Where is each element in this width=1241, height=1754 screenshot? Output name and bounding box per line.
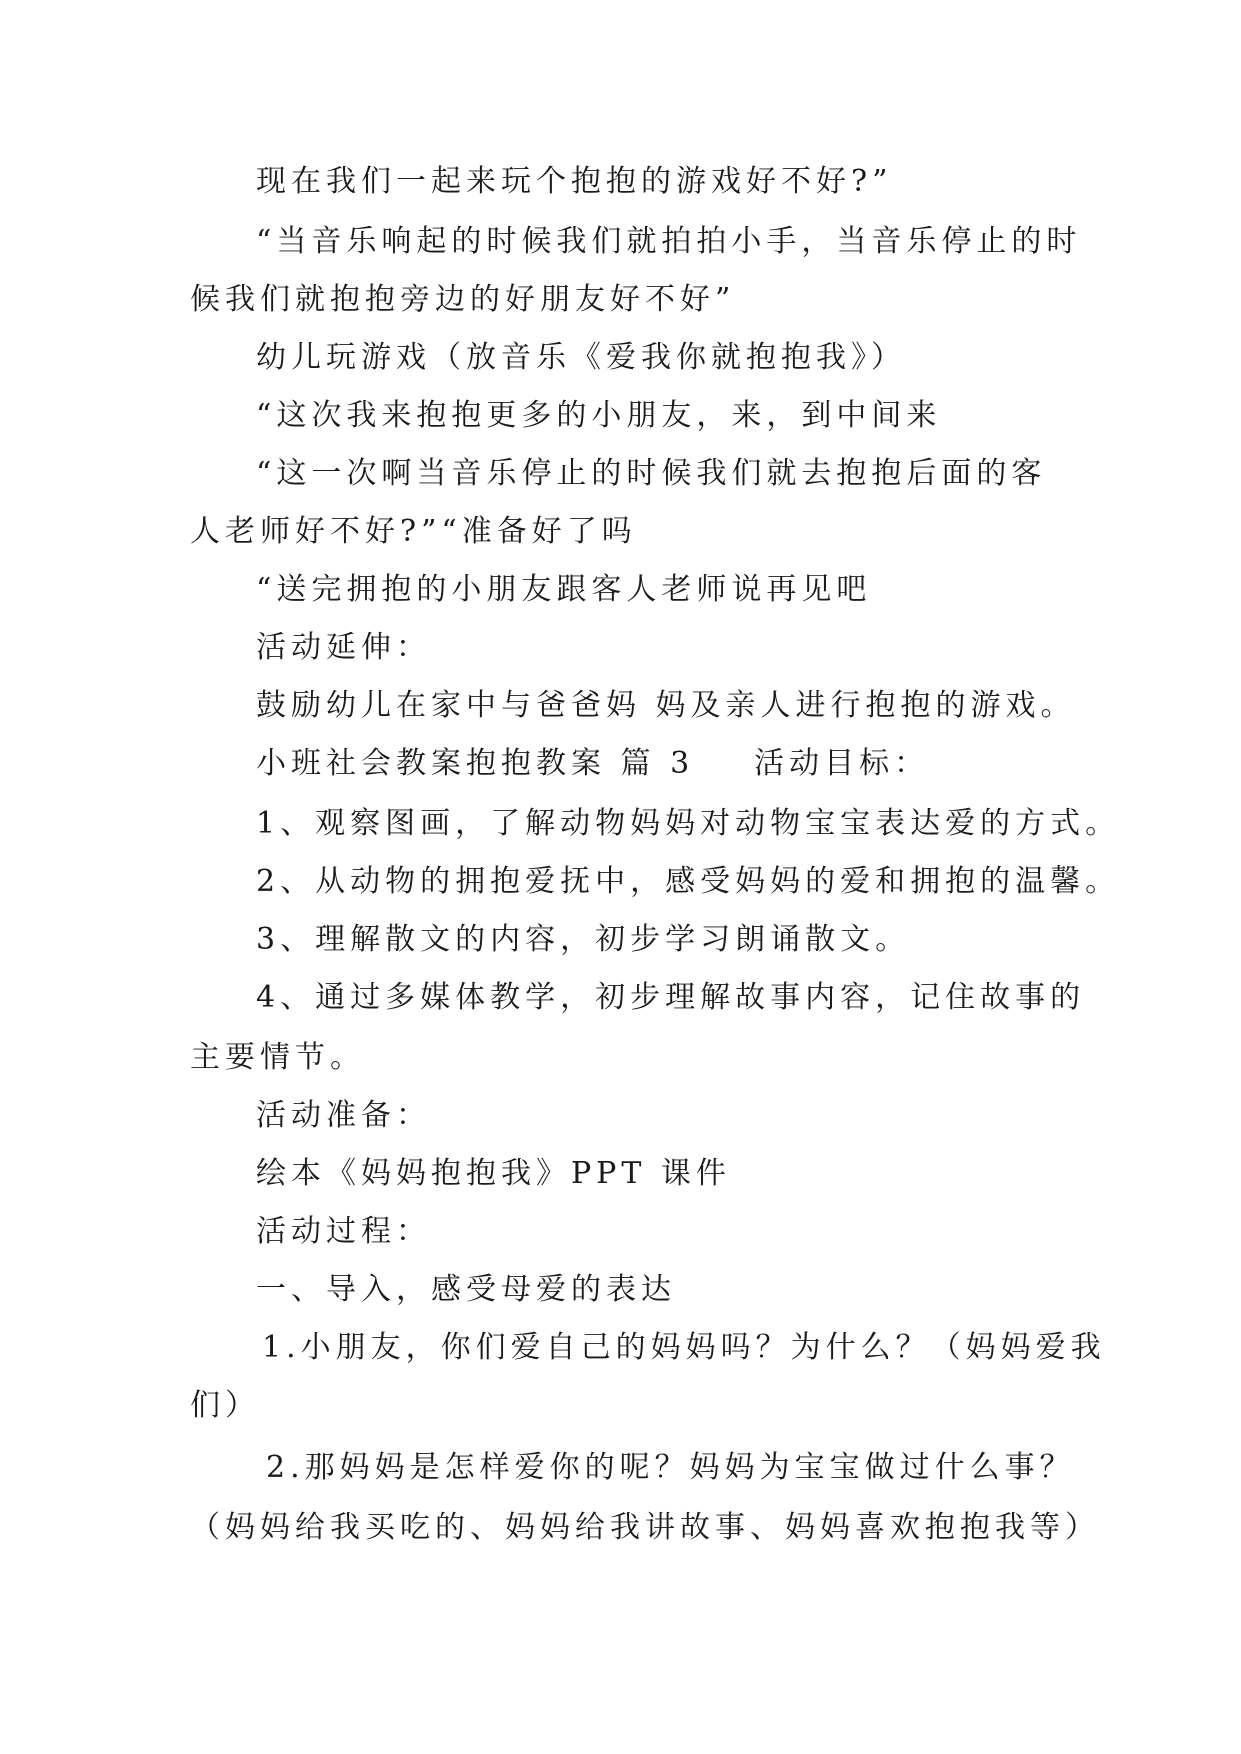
section-heading: 活动目标： bbox=[754, 746, 930, 781]
list-item: 2、从动物的拥抱爱抚中，感受妈妈的爱和拥抱的温馨。 bbox=[256, 864, 1121, 899]
section-heading: 活动延伸： bbox=[256, 630, 431, 665]
paragraph-line: “当音乐响起的时候我们就拍拍小手，当音乐停止的时 bbox=[256, 224, 1082, 259]
paragraph-line: “送完拥抱的小朋友跟客人老师说再见吧 bbox=[256, 572, 872, 607]
paragraph-line: 绘本《妈妈抱抱我》PPT 课件 bbox=[256, 1156, 731, 1191]
paragraph-line: 人老师好不好?”“准备好了吗 bbox=[190, 514, 637, 549]
paragraph-line: 们） bbox=[190, 1388, 260, 1423]
sub-heading: 一、导入，感受母爱的表达 bbox=[256, 1272, 676, 1307]
list-item: 1.小朋友，你们爱自己的妈妈吗？为什么？（妈妈爱我 bbox=[262, 1330, 1106, 1365]
paragraph-line: （妈妈给我买吃的、妈妈给我讲故事、妈妈喜欢抱抱我等） bbox=[190, 1510, 1100, 1545]
paragraph-line: 鼓励幼儿在家中与爸爸妈 妈及亲人进行抱抱的游戏。 bbox=[256, 688, 1076, 723]
paragraph-line: 候我们就抱抱旁边的好朋友好不好” bbox=[190, 282, 736, 317]
list-item: 1、观察图画，了解动物妈妈对动物宝宝表达爱的方式。 bbox=[256, 806, 1121, 841]
paragraph-line: 幼儿玩游戏（放音乐《爱我你就抱抱我》） bbox=[256, 340, 906, 375]
paragraph-line: “这一次啊当音乐停止的时候我们就去抱抱后面的客 bbox=[256, 456, 1047, 491]
paragraph-line: 主要情节。 bbox=[190, 1040, 365, 1075]
paragraph-line: 现在我们一起来玩个抱抱的游戏好不好?” bbox=[256, 164, 893, 199]
section-title-line bbox=[256, 746, 929, 782]
list-item: 4、通过多媒体教学，初步理解故事内容，记住故事的 bbox=[256, 980, 1086, 1015]
list-item: 3、理解散文的内容，初步学习朗诵散文。 bbox=[256, 922, 911, 957]
section-heading: 活动过程： bbox=[256, 1214, 431, 1249]
section-heading: 活动准备： bbox=[256, 1098, 431, 1133]
lesson-title: 小班社会教案抱抱教案 篇 3 bbox=[256, 746, 695, 781]
list-item: 2.那妈妈是怎样爱你的呢？妈妈为宝宝做过什么事？ bbox=[266, 1450, 1075, 1485]
paragraph-line: “这次我来抱抱更多的小朋友，来，到中间来 bbox=[256, 398, 942, 433]
